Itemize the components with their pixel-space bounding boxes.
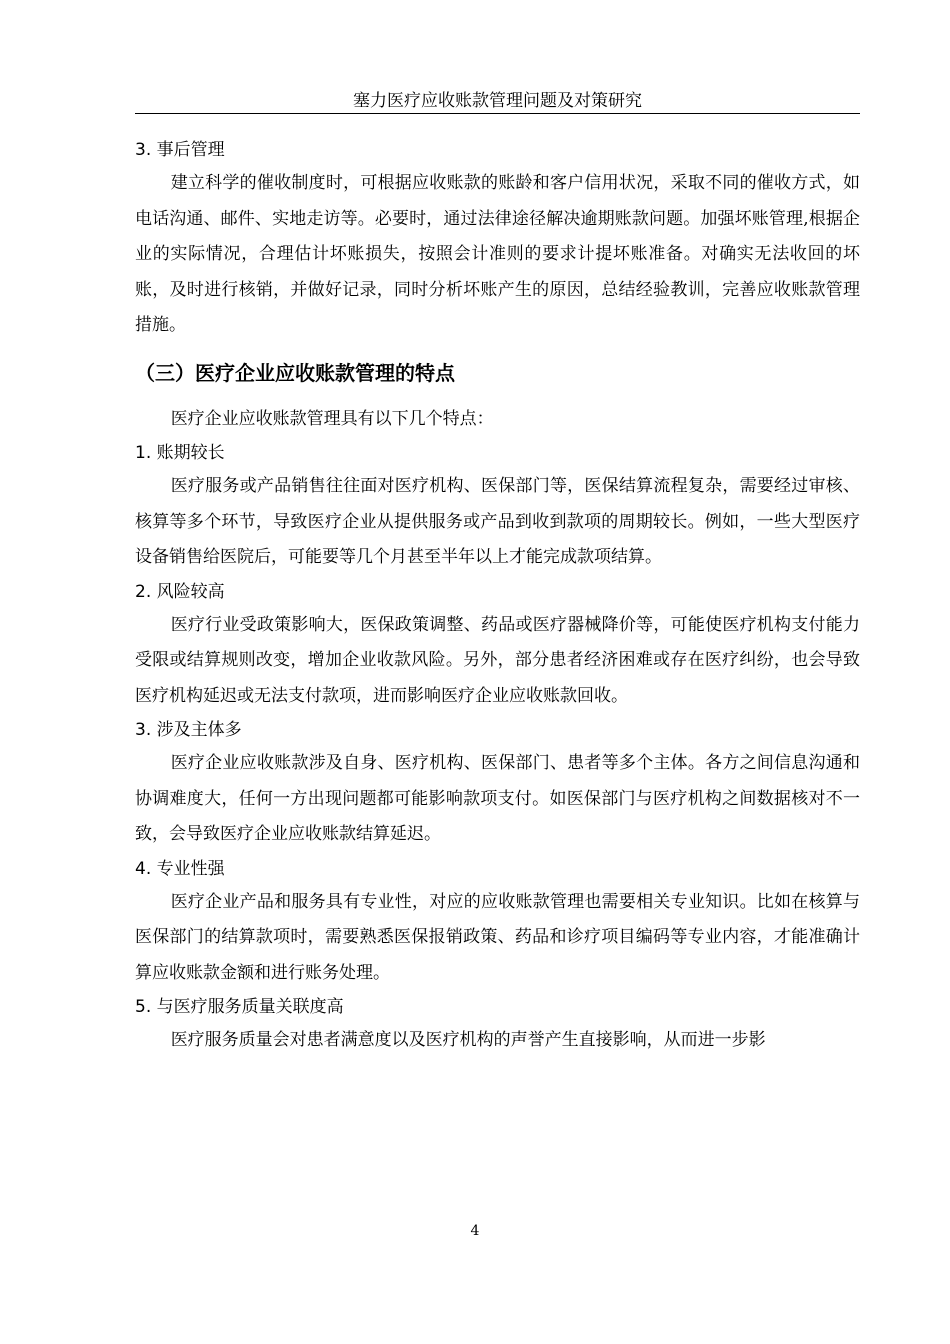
- subheading-service-quality: 5. 与医疗服务质量关联度高: [135, 997, 344, 1017]
- document-body: [135, 134, 860, 1059]
- subheading-professional: 4. 专业性强: [135, 858, 225, 879]
- subheading-long-payment-term: 1. 账期较长: [135, 443, 225, 463]
- subheading-aftercare-management: 3. 事后管理: [135, 140, 225, 160]
- paragraph-characteristics-intro: 医疗企业应收账款管理具有以下几个特点：: [170, 408, 494, 429]
- paragraph-collection-system: 建立科学的催收制度时，可根据应收账款的账龄和客户信用状况，采取不同的催收方式，如电话沟通、邮件、实地走访等。必要时，通过法律途径解决逾期账款问题。加强坏账管理,根据企业的实际情况，合理估计坏账损失，按照会计准则的要求计提坏账准备。对确实无法收回的坏账，及时进行核销，并做好记录，同时分析坏账产生的原因，总结经验教训，完善应收账款管理措施。: [135, 173, 860, 335]
- paragraph-professional: 医疗企业产品和服务具有专业性，对应的应收账款管理也需要相关专业知识。比如在核算与医保部门的结算款项时，需要熟悉医保报销政策、药品和诊疗项目编码等专业内容，才能准确计算应收账款金额和进行账务处理。: [135, 891, 860, 983]
- subheading-many-parties: 3. 涉及主体多: [135, 720, 242, 740]
- paragraph-service-quality: 医疗服务质量会对患者满意度以及医疗机构的声誉产生直接影响，从而进一步影: [170, 1030, 766, 1050]
- paragraph-many-parties: 医疗企业应收账款涉及自身、医疗机构、医保部门、患者等多个主体。各方之间信息沟通和协调难度大，任何一方出现问题都可能影响款项支付。如医保部门与医疗机构之间数据核对不一致，会导致医疗企业应收账款结算延迟。: [135, 753, 860, 844]
- paragraph-high-risk: 医疗行业受政策影响大，医保政策调整、药品或医疗器械降价等，可能使医疗机构支付能力受限或结算规则改变，增加企业收款风险。另外，部分患者经济困难或存在医疗纠纷，也会导致医疗机构延迟或无法支付款项，进而影响医疗企业应收账款回收。: [135, 614, 860, 706]
- page-number: 4: [470, 1223, 480, 1239]
- section-title-characteristics: （三）医疗企业应收账款管理的特点: [135, 360, 455, 385]
- subheading-high-risk: 2. 风险较高: [135, 581, 225, 602]
- paragraph-long-payment-term: 医疗服务或产品销售往往面对医疗机构、医保部门等，医保结算流程复杂，需要经过审核、核算等多个环节，导致医疗企业从提供服务或产品到收到款项的周期较长。例如，一些大型医疗设备销售给医院后，可能要等几个月甚至半年以上才能完成款项结算。: [135, 476, 860, 567]
- page-header-title: 塞力医疗应收账款管理问题及对策研究: [353, 91, 642, 111]
- header-divider: [135, 113, 860, 114]
